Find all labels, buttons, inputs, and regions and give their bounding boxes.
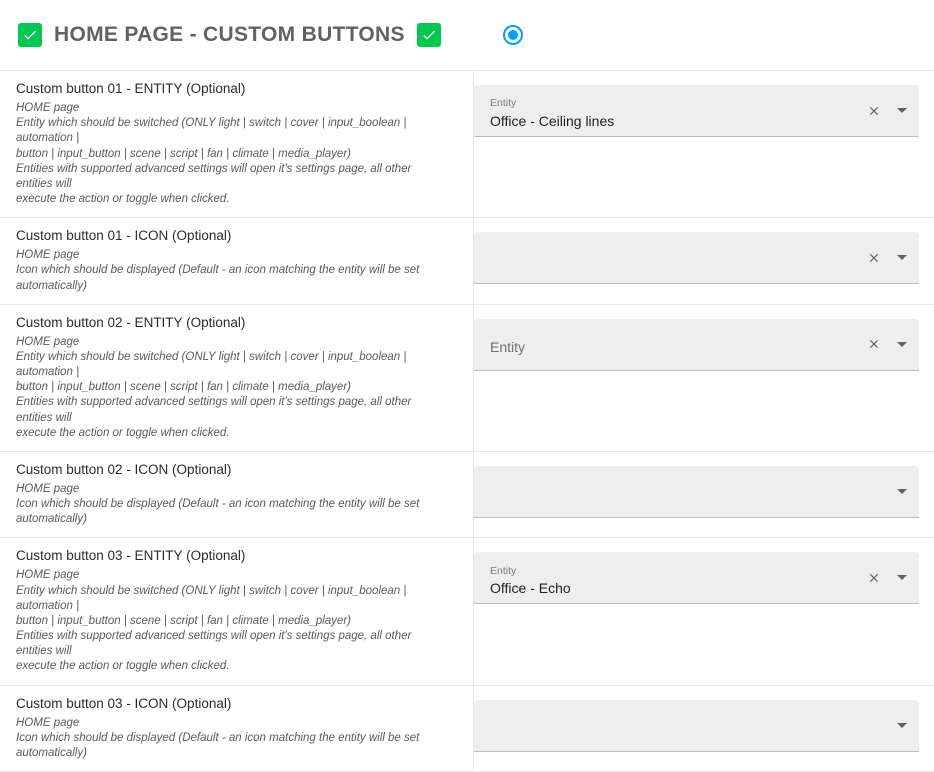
entity-select[interactable] xyxy=(474,85,919,137)
setting-description xyxy=(16,716,447,762)
setting-label: Custom button 02 - ICON (Optional) xyxy=(16,461,232,477)
close-icon[interactable] xyxy=(865,335,883,353)
checkbox-checked-left[interactable] xyxy=(18,23,42,47)
description-line: automatically) xyxy=(16,746,87,759)
checkbox-checked-right[interactable] xyxy=(417,23,441,47)
entity-select-value: Office - Ceiling lines xyxy=(490,112,615,129)
checkbox-checked-icon xyxy=(421,27,437,43)
description-line: Icon which should be displayed (Default - an icon matching the entity will be set xyxy=(16,498,420,511)
description-line: automatically) xyxy=(16,513,87,526)
setting-row xyxy=(0,71,934,218)
icon-select[interactable] xyxy=(474,232,919,284)
description-line: HOME page xyxy=(16,569,80,582)
setting-control-cell xyxy=(474,452,934,538)
setting-control-cell xyxy=(474,686,934,772)
close-icon[interactable] xyxy=(865,102,883,120)
setting-control-cell xyxy=(474,218,934,304)
icon-select-icons xyxy=(885,482,911,500)
setting-description xyxy=(16,568,447,674)
setting-label: Custom button 01 - ENTITY (Optional) xyxy=(16,81,246,96)
chevron-down-icon[interactable] xyxy=(893,249,911,267)
setting-row xyxy=(0,538,934,685)
setting-control-cell xyxy=(474,71,934,217)
radio-selected[interactable] xyxy=(503,25,523,45)
setting-description-cell xyxy=(0,686,474,772)
icon-select-icons xyxy=(885,716,911,734)
chevron-down-icon[interactable] xyxy=(893,102,911,120)
description-line: Entity which should be switched (ONLY light | switch | cover | input_boolean | automation | xyxy=(16,584,407,612)
description-line: automatically) xyxy=(16,279,87,292)
description-line: Entities with supported advanced settings will open it's settings page, all other entities will xyxy=(16,396,412,424)
page-title: HOME PAGE - CUSTOM BUTTONS xyxy=(54,23,405,46)
description-line: button | input_button | scene | script | fan | climate | media_player) xyxy=(16,147,351,160)
setting-label: Custom button 02 - ENTITY (Optional) xyxy=(16,314,246,330)
setting-description xyxy=(16,482,447,528)
setting-label: Custom button 03 - ENTITY (Optional) xyxy=(16,548,246,564)
entity-select[interactable] xyxy=(474,552,919,604)
setting-label: Custom button 03 - ICON (Optional) xyxy=(16,695,232,711)
icon-select-icons xyxy=(857,249,911,267)
page-header xyxy=(0,0,934,71)
description-line: Entity which should be switched (ONLY light | switch | cover | input_boolean | automation | xyxy=(16,350,407,379)
setting-description-cell xyxy=(0,71,474,217)
checkbox-checked-icon xyxy=(22,27,38,43)
description-line: Icon which should be displayed (Default - an icon matching the entity will be set xyxy=(16,264,420,277)
icon-select[interactable] xyxy=(474,700,919,752)
entity-select-text xyxy=(490,552,857,603)
description-line: execute the action or toggle when clicked. xyxy=(16,660,230,673)
description-line: HOME page xyxy=(16,335,80,348)
description-line: HOME page xyxy=(16,482,80,495)
setting-row xyxy=(0,305,934,452)
description-line: execute the action or toggle when clicked. xyxy=(16,426,230,439)
close-icon[interactable] xyxy=(865,249,883,267)
setting-label: Custom button 01 - ICON (Optional) xyxy=(16,228,232,244)
icon-select-text xyxy=(490,232,857,283)
setting-description-cell xyxy=(0,538,474,684)
entity-select-text xyxy=(490,85,857,136)
description-line: HOME page xyxy=(16,716,80,729)
setting-description-cell xyxy=(0,218,474,304)
radio-selected-icon xyxy=(508,30,518,40)
setting-description-cell xyxy=(0,305,474,451)
entity-select[interactable] xyxy=(474,319,919,371)
setting-description xyxy=(16,248,447,294)
entity-select-icons xyxy=(857,335,911,353)
entity-select-icons xyxy=(857,569,911,587)
description-line: Entity which should be switched (ONLY light | switch | cover | input_boolean | automation | xyxy=(16,117,407,145)
description-line: HOME page xyxy=(16,249,80,262)
icon-select[interactable] xyxy=(474,466,919,518)
icon-select-text xyxy=(490,700,885,751)
setting-row xyxy=(0,452,934,539)
setting-row xyxy=(0,218,934,305)
chevron-down-icon[interactable] xyxy=(893,335,911,353)
description-line: HOME page xyxy=(16,102,80,114)
description-line: Entities with supported advanced settings will open it's settings page, all other entities will xyxy=(16,630,412,658)
chevron-down-icon[interactable] xyxy=(893,569,911,587)
entity-float-label: Entity xyxy=(490,564,517,577)
entity-float-label: Entity xyxy=(490,97,517,110)
chevron-down-icon[interactable] xyxy=(893,716,911,734)
setting-control-cell xyxy=(474,538,934,684)
icon-select-text xyxy=(490,466,885,517)
description-line: Icon which should be displayed (Default - an icon matching the entity will be set xyxy=(16,731,420,744)
entity-select-placeholder: Entity xyxy=(490,339,526,356)
close-icon[interactable] xyxy=(865,569,883,587)
setting-description-cell xyxy=(0,452,474,538)
description-line: button | input_button | scene | script | fan | climate | media_player) xyxy=(16,381,351,394)
description-line: execute the action or toggle when clicked. xyxy=(16,193,230,206)
setting-row xyxy=(0,686,934,772)
entity-select-value: Office - Echo xyxy=(490,580,571,597)
entity-select-icons xyxy=(857,102,911,120)
chevron-down-icon[interactable] xyxy=(893,482,911,500)
setting-control-cell xyxy=(474,305,934,451)
setting-description xyxy=(16,101,447,207)
description-line: button | input_button | scene | script | fan | climate | media_player) xyxy=(16,614,351,627)
setting-description xyxy=(16,335,447,441)
description-line: Entities with supported advanced settings will open it's settings page, all other entities will xyxy=(16,162,412,190)
entity-select-text xyxy=(490,319,857,370)
